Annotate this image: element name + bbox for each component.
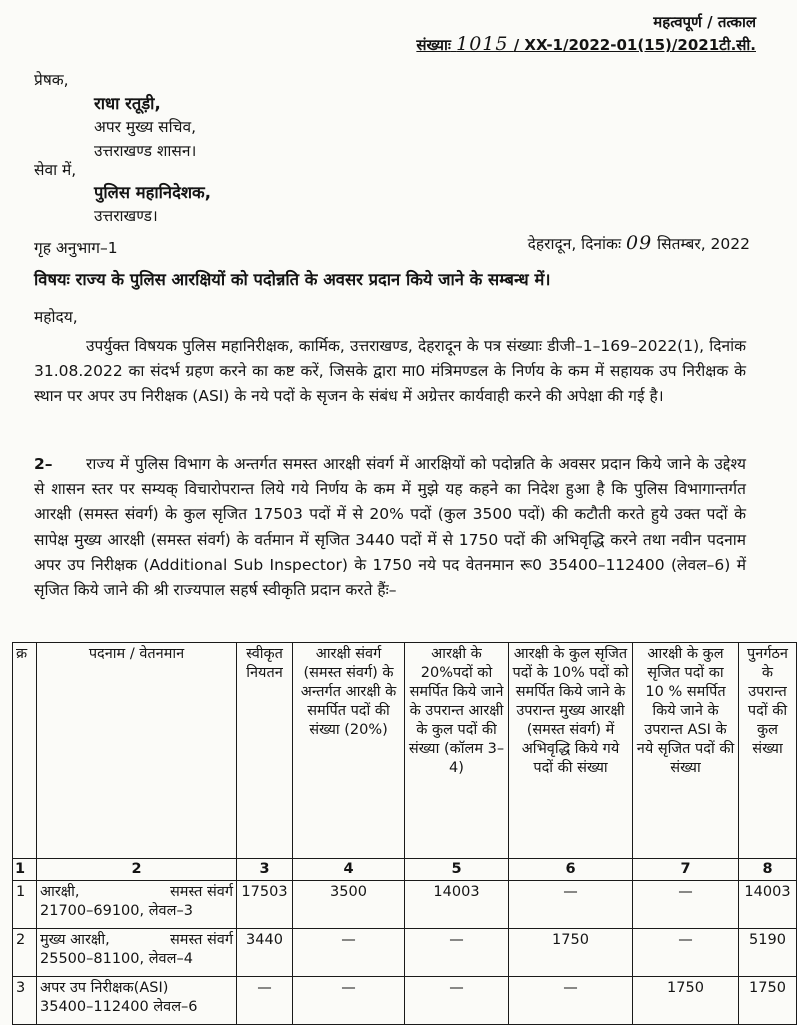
header-remaining: आरक्षी के 20%पदों को समर्पित किये जाने के उपरान्त आरक्षी के कुल पदों की संख्या (कॉलम 3–4) xyxy=(405,643,509,859)
header-asi-new-posts: आरक्षी के कुल सृजित पदों का 10 % समर्पित किये जाने के उपरान्त ASI के नये सृजित पदों की संख्या xyxy=(633,643,739,859)
column-number: 3 xyxy=(237,859,293,881)
sender-office: उत्तराखण्ड शासन। xyxy=(94,142,197,160)
table-row xyxy=(13,977,797,1025)
column-number: 5 xyxy=(405,859,509,881)
row-total: 14003 xyxy=(739,881,797,929)
row-total: 5190 xyxy=(739,929,797,977)
row-hc-increase: — xyxy=(509,977,633,1025)
row-post-name: अपर उप निरीक्षक(ASI) xyxy=(40,980,169,996)
header-post: पदनाम / वेतनमान xyxy=(37,643,237,859)
recipient-designation: पुलिस महानिदेशक, xyxy=(94,183,211,202)
row-hc-increase: 1750 xyxy=(509,929,633,977)
column-number: 1 xyxy=(13,859,37,881)
date-handwritten-day: 09 xyxy=(626,232,653,254)
sender-name: राधा रतूड़ी, xyxy=(94,94,161,113)
row-hc-increase: — xyxy=(509,881,633,929)
reference-handwritten-number: 1015 xyxy=(456,33,509,55)
posts-table xyxy=(12,642,797,1025)
header-head-constable-increase: आरक्षी के कुल सृजित पदों के 10% पदों को समर्पित किये जाने के उपरान्त मुख्य आरक्षी (समस्त संवर्ग) में अभिवृद्धि किये गये पदों की संख्या xyxy=(509,643,633,859)
header-sno: क्र xyxy=(13,643,37,859)
row-sno: 3 xyxy=(13,977,37,1025)
row-sanctioned: 17503 xyxy=(237,881,293,929)
row-surrendered: — xyxy=(293,929,405,977)
row-sno: 2 xyxy=(13,929,37,977)
row-total: 1750 xyxy=(739,977,797,1025)
date-suffix: सितम्बर, 2022 xyxy=(657,235,750,253)
row-sanctioned: 3440 xyxy=(237,929,293,977)
section-label: गृह अनुभाग–1 xyxy=(34,239,118,257)
row-sno: 1 xyxy=(13,881,37,929)
row-post xyxy=(37,881,237,929)
date-prefix: देहरादून, दिनांकः xyxy=(527,235,622,253)
header-total-after-restructure: पुनर्गठन के उपरान्त पदों की कुल संख्या xyxy=(739,643,797,859)
column-number: 4 xyxy=(293,859,405,881)
row-post-name: आरक्षी, xyxy=(40,884,80,900)
row-post-name: मुख्य आरक्षी, xyxy=(40,932,110,948)
row-pay-scale: 25500–81100, लेवल–4 xyxy=(40,951,193,967)
letter-date xyxy=(528,232,750,254)
row-post xyxy=(37,929,237,977)
sender-designation: अपर मुख्य सचिव, xyxy=(94,118,197,136)
row-remaining: 14003 xyxy=(405,881,509,929)
row-post xyxy=(37,977,237,1025)
reference-number xyxy=(416,33,756,55)
column-number: 8 xyxy=(739,859,797,881)
row-sanctioned: — xyxy=(237,977,293,1025)
row-asi-new: 1750 xyxy=(633,977,739,1025)
sender-label: प्रेषक, xyxy=(34,71,69,89)
row-surrendered: — xyxy=(293,977,405,1025)
paragraph-2 xyxy=(34,452,746,603)
row-remaining: — xyxy=(405,929,509,977)
recipient-label: सेवा में, xyxy=(34,161,77,179)
header-surrendered: आरक्षी संवर्ग (समस्त संवर्ग) के अन्तर्गत आरक्षी के समर्पित पदों की संख्या (20%) xyxy=(293,643,405,859)
row-asi-new: — xyxy=(633,929,739,977)
salutation: महोदय, xyxy=(34,308,78,326)
paragraph-2-text: राज्य में पुलिस विभाग के अन्तर्गत समस्त आरक्षी संवर्ग में आरक्षियों को पदोन्नति के अवसर प्रदान किये जाने के उद्देश्य से शासन स्तर पर सम्यक् विचारोपरान्त लिये गये निर्णय के कम में मुझे यह कहने का निदेश हुआ है कि पुलिस विभागान्तर्गत आरक्षी (समस्त संवर्ग) के कुल सृजित 17503 पदों में से 20% पदों (कुल 3500 पदों) की कटौती करते हुये उक्त पदों के सापेक्ष मुख्य आरक्षी (समस्त संवर्ग) के वर्तमान में सृजित 3440 पदों में से 1750 पदों की अभिवृद्धि करने तथा नवीन पदनाम अपर उप निरीक्षक (Additional Sub Inspector) के 1750 नये पद वेतनमान रू0 35400–112400 (लेवल–6) में सृजित किये जाने की श्री राज्यपाल सहर्ष स्वीकृति प्रदान करते हैंः– xyxy=(34,455,746,600)
column-number: 6 xyxy=(509,859,633,881)
column-number: 2 xyxy=(37,859,237,881)
row-pay-scale: 35400–112400 लेवल–6 xyxy=(40,999,198,1015)
row-pay-scale: 21700–69100, लेवल–3 xyxy=(40,903,193,919)
paragraph-1: उपर्युक्त विषयक पुलिस महानिरीक्षक, कार्मिक, उत्तराखण्ड, देहरादून के पत्र संख्याः डीजी–1–169–2022(1), दिनांक 31.08.2022 का संदर्भ ग्रहण करने का कष्ट करें, जिसके द्वारा मा0 मंत्रिमण्डल के निर्णय के कम में सहायक उप निरीक्षक के स्थान पर अपर उप निरीक्षक (ASI) के नये पदों के सृजन के संबंध में अग्रेत्तर कार्यवाही करने की अपेक्षा की गई है। xyxy=(34,337,746,406)
priority-label: महत्वपूर्ण / तत्काल xyxy=(653,13,756,31)
row-surrendered: 3500 xyxy=(293,881,405,929)
row-remaining: — xyxy=(405,977,509,1025)
table-header-row xyxy=(13,643,797,859)
reference-label: संख्याः xyxy=(416,36,451,54)
table-row xyxy=(13,929,797,977)
subject-line: विषयः राज्य के पुलिस आरक्षियों को पदोन्नति के अवसर प्रदान किये जाने के सम्बन्ध में। xyxy=(34,270,551,289)
row-asi-new: — xyxy=(633,881,739,929)
column-number-row xyxy=(13,859,797,881)
reference-suffix: / XX-1/2022-01(15)/2021टी.सी. xyxy=(513,36,756,54)
column-number: 7 xyxy=(633,859,739,881)
row-post-cadre: समस्त संवर्ग xyxy=(169,932,233,948)
recipient-office: उत्तराखण्ड। xyxy=(94,207,158,225)
table-row xyxy=(13,881,797,929)
row-post-cadre: समस्त संवर्ग xyxy=(169,884,233,900)
header-sanctioned: स्वीकृत नियतन xyxy=(237,643,293,859)
paragraph-2-number: 2– xyxy=(34,455,53,473)
